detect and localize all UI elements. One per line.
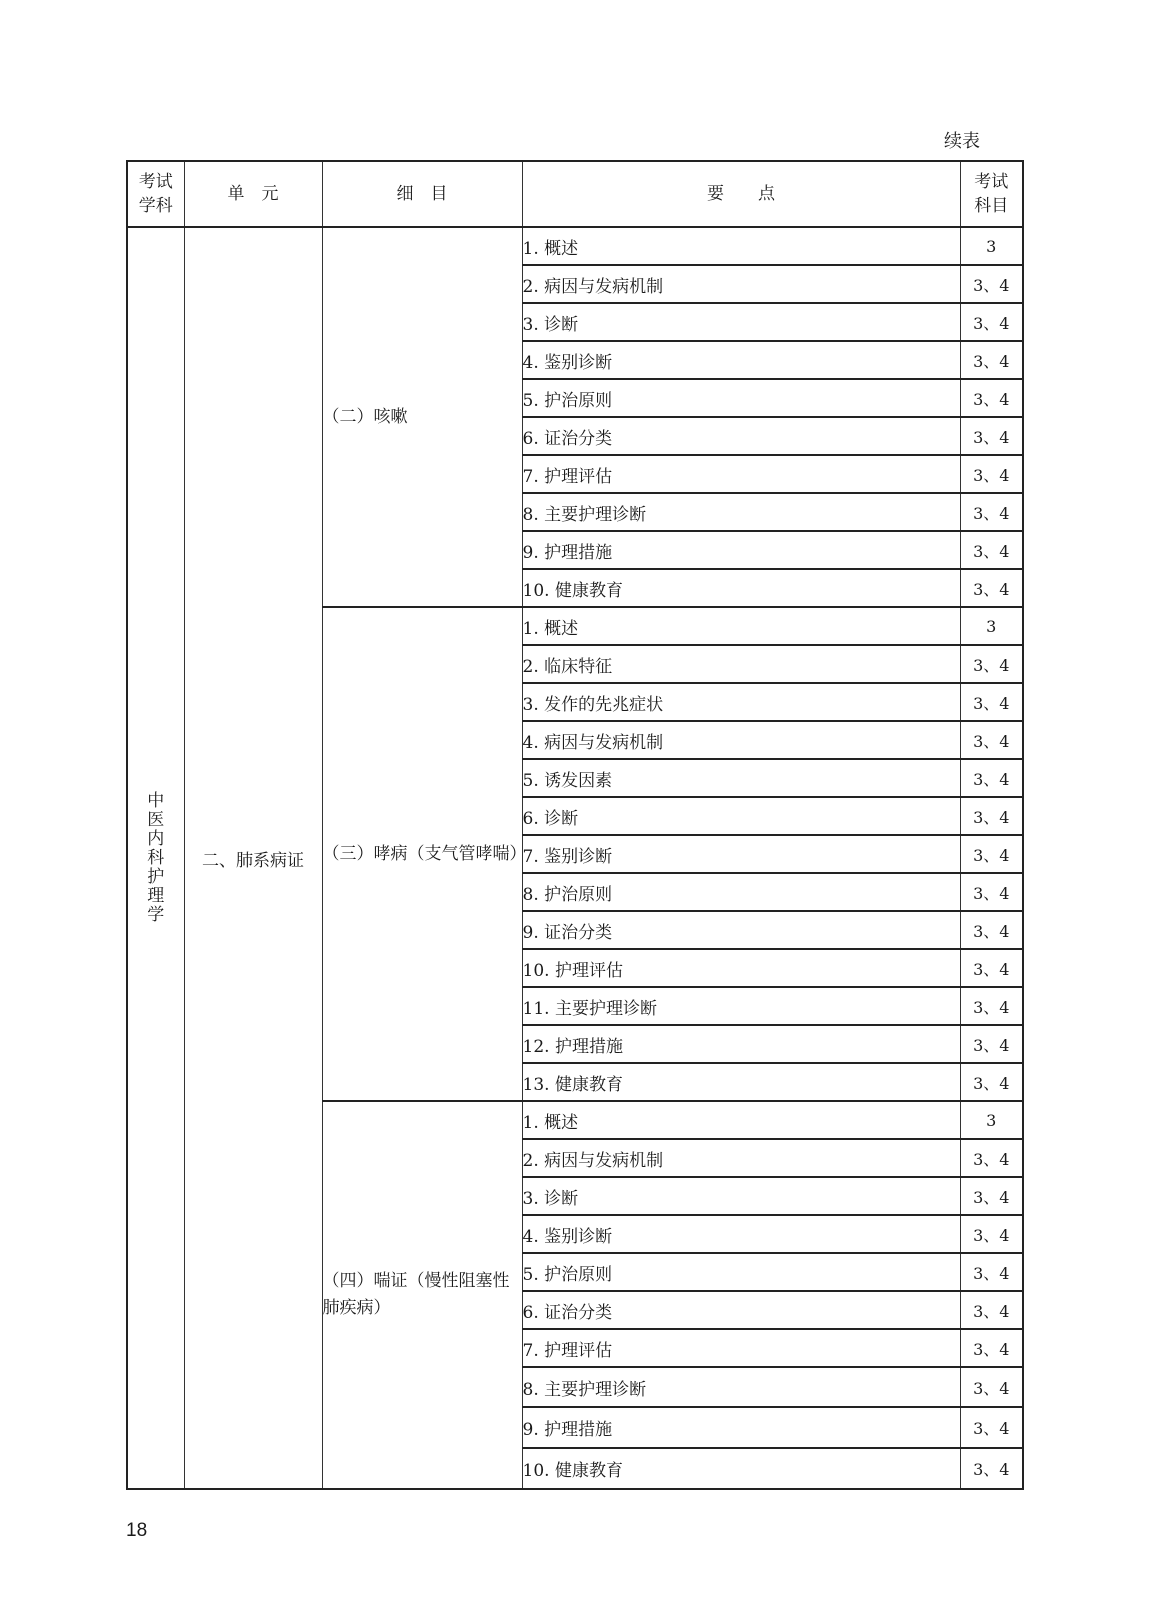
table-row [127,227,1023,265]
point-cell: 5. 护治原则 [522,379,960,417]
exam-cell: 3、4 [960,531,1023,569]
exam-cell: 3、4 [960,835,1023,873]
exam-cell: 3、4 [960,1329,1023,1367]
exam-cell: 3、4 [960,797,1023,835]
point-cell: 10. 健康教育 [522,569,960,607]
exam-cell: 3、4 [960,1367,1023,1407]
point-cell: 7. 护理评估 [522,1329,960,1367]
point-cell: 5. 诱发因素 [522,759,960,797]
point-cell: 8. 主要护理诊断 [522,1367,960,1407]
point-cell: 10. 健康教育 [522,1448,960,1489]
header-unit: 单 元 [184,161,322,227]
exam-cell: 3、4 [960,493,1023,531]
table-body [127,227,1023,1489]
exam-cell: 3、4 [960,1063,1023,1101]
point-cell: 2. 病因与发病机制 [522,1139,960,1177]
point-cell: 2. 病因与发病机制 [522,265,960,303]
exam-cell: 3、4 [960,303,1023,341]
point-cell: 7. 护理评估 [522,455,960,493]
header-subject: 考试学科 [127,161,184,227]
page-number: 18 [126,1520,148,1541]
point-cell: 6. 证治分类 [522,1291,960,1329]
unit-cell: 二、肺系病证 [184,227,322,1489]
exam-cell: 3、4 [960,1139,1023,1177]
exam-cell: 3、4 [960,1448,1023,1489]
point-cell: 8. 护治原则 [522,873,960,911]
exam-cell: 3 [960,227,1023,265]
point-cell: 2. 临床特征 [522,645,960,683]
point-cell: 4. 鉴别诊断 [522,1215,960,1253]
point-cell: 4. 鉴别诊断 [522,341,960,379]
point-cell: 7. 鉴别诊断 [522,835,960,873]
exam-cell: 3、4 [960,1215,1023,1253]
point-cell: 3. 诊断 [522,303,960,341]
point-cell: 1. 概述 [522,227,960,265]
exam-cell: 3、4 [960,1177,1023,1215]
exam-cell: 3、4 [960,417,1023,455]
header-detail: 细 目 [322,161,522,227]
continued-label: 续表 [944,131,980,152]
point-cell: 3. 诊断 [522,1177,960,1215]
header-points: 要 点 [522,161,960,227]
exam-cell: 3、4 [960,873,1023,911]
point-cell: 10. 护理评估 [522,949,960,987]
point-cell: 12. 护理措施 [522,1025,960,1063]
exam-cell: 3、4 [960,645,1023,683]
exam-cell: 3、4 [960,455,1023,493]
point-cell: 9. 证治分类 [522,911,960,949]
exam-cell: 3 [960,607,1023,645]
point-cell: 5. 护治原则 [522,1253,960,1291]
point-cell: 6. 证治分类 [522,417,960,455]
point-cell: 9. 护理措施 [522,531,960,569]
point-cell: 1. 概述 [522,1101,960,1139]
point-cell: 9. 护理措施 [522,1407,960,1448]
header-row [127,161,1023,227]
point-cell: 1. 概述 [522,607,960,645]
syllabus-table [126,160,1024,1490]
exam-cell: 3、4 [960,1025,1023,1063]
exam-cell: 3、4 [960,1407,1023,1448]
subject-cell [127,227,184,1489]
point-cell: 6. 诊断 [522,797,960,835]
exam-cell: 3、4 [960,987,1023,1025]
point-cell: 4. 病因与发病机制 [522,721,960,759]
detail-cell: （四）喘证（慢性阻塞性肺疾病） [322,1101,522,1489]
exam-cell: 3、4 [960,721,1023,759]
exam-cell: 3、4 [960,341,1023,379]
detail-cell: （二）咳嗽 [322,227,522,607]
point-cell: 3. 发作的先兆症状 [522,683,960,721]
exam-cell: 3、4 [960,379,1023,417]
exam-cell: 3、4 [960,949,1023,987]
exam-cell: 3、4 [960,265,1023,303]
subject-text: 中医内科护理学 [147,790,165,925]
exam-cell: 3、4 [960,911,1023,949]
point-cell: 11. 主要护理诊断 [522,987,960,1025]
detail-cell: （三）哮病（支气管哮喘） [322,607,522,1101]
point-cell: 13. 健康教育 [522,1063,960,1101]
exam-cell: 3、4 [960,1291,1023,1329]
exam-cell: 3 [960,1101,1023,1139]
exam-cell: 3、4 [960,683,1023,721]
header-exam: 考试科目 [960,161,1023,227]
point-cell: 8. 主要护理诊断 [522,493,960,531]
exam-cell: 3、4 [960,759,1023,797]
exam-cell: 3、4 [960,569,1023,607]
exam-cell: 3、4 [960,1253,1023,1291]
